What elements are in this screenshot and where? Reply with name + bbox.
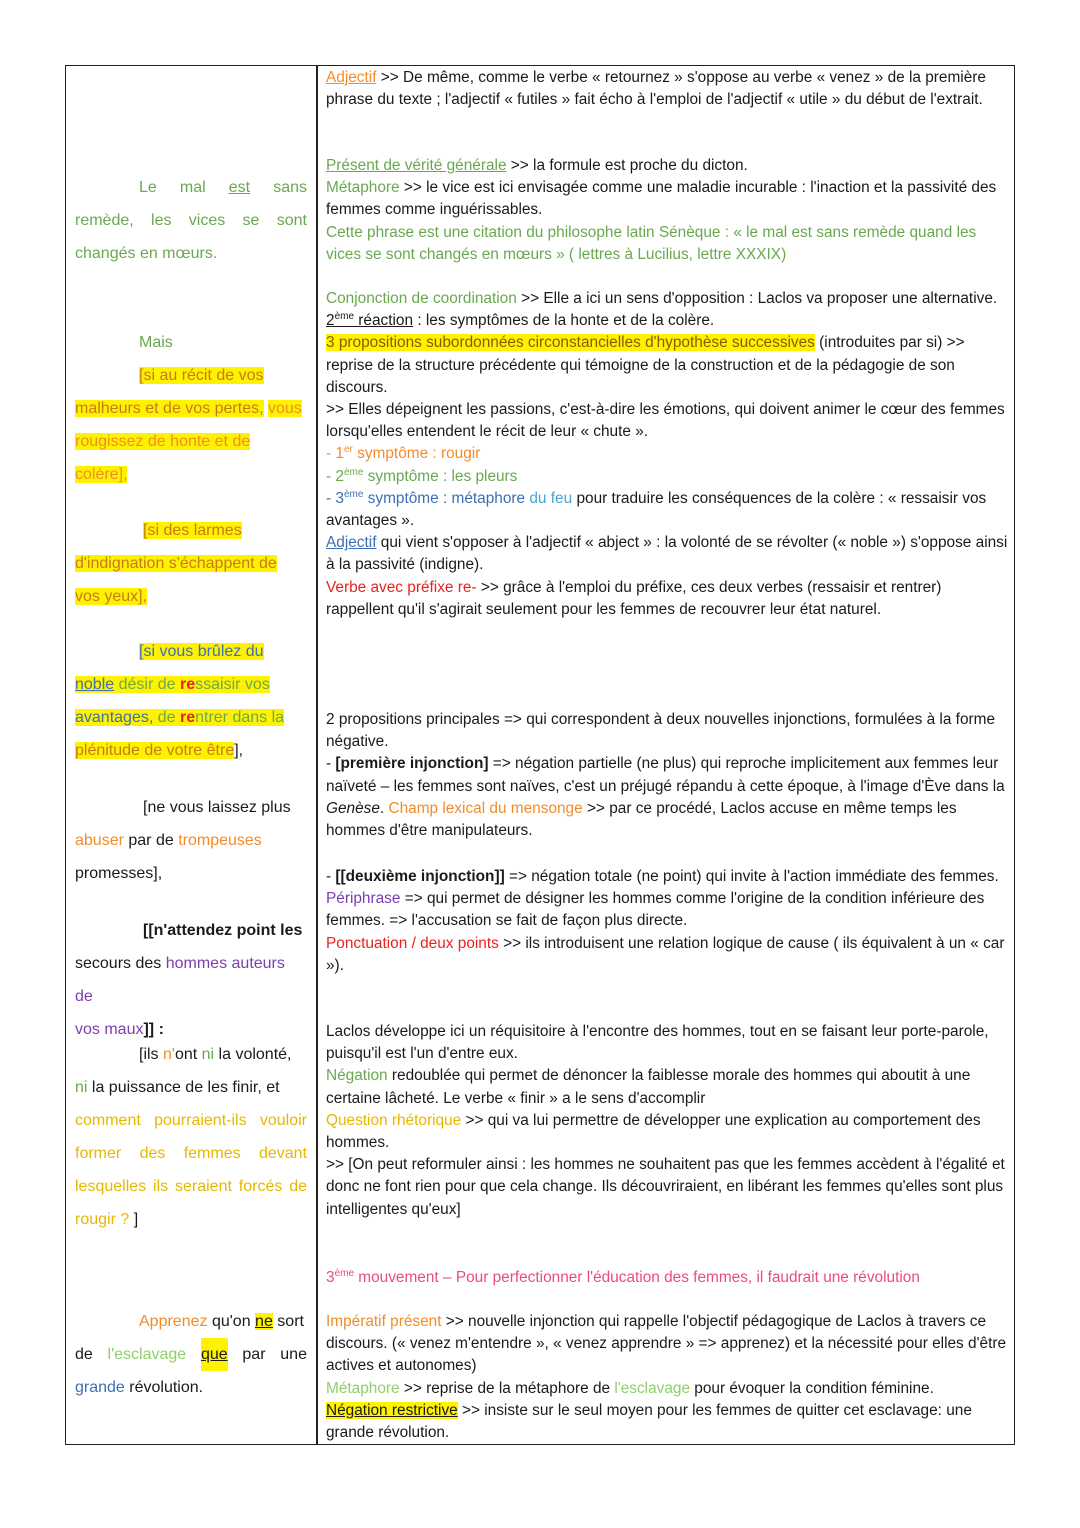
text-line: [75, 458, 307, 491]
highlight: vous: [268, 400, 302, 417]
text-line: [75, 668, 307, 701]
text-line: remède, les vices se sont changés en mœurs.: [75, 212, 307, 262]
highlight: [si vous brûlez du: [139, 643, 264, 660]
word: avantages,: [75, 709, 154, 726]
highlight: 3 propositions subordonnées circonstancielles d'hypothèse successives: [326, 334, 815, 352]
text-line: [75, 701, 307, 734]
term: Ponctuation / deux points: [326, 934, 499, 952]
text-line: [75, 734, 307, 767]
text-line: Apprenez qu'on ne sort: [139, 1313, 304, 1330]
word: ntrer dans la: [195, 709, 285, 726]
text-line: [75, 425, 307, 458]
term: 2 propositions principales: [326, 711, 500, 728]
highlight: colère],: [75, 466, 128, 483]
question-text: comment pourraient-ils vouloir former des femmes devant lesquelles ils seraient forcés de rougir ?: [75, 1112, 307, 1228]
word: abuser: [75, 832, 124, 849]
word: désir de: [118, 676, 176, 693]
text-block: comment pourraient-ils vouloir former des femmes devant lesquelles ils seraient forcés de rougir ? ]: [75, 1112, 307, 1228]
text-line: [75, 392, 307, 425]
text-line: [75, 359, 307, 392]
term: Verbe avec préfixe re-: [326, 578, 477, 596]
text-line: [ils n'ont ni la volonté,: [139, 1046, 292, 1063]
text-line: [75, 947, 307, 1013]
term: Métaphore: [326, 179, 400, 197]
term: Métaphore: [326, 1379, 400, 1397]
term: Question rhétorique: [326, 1111, 462, 1129]
section-heading: mouvement – Pour perfectionner l'éducation des femmes, il faudrait une révolution: [354, 1269, 920, 1286]
term: Adjectif: [326, 534, 377, 552]
text-line: promesses],: [75, 865, 163, 882]
highlight: d'indignation s'échappent de: [75, 555, 277, 572]
word: de: [157, 709, 176, 726]
right-heading-3: 3ème mouvement – Pour perfectionner l'éducation des femmes, il faudrait une révolution: [326, 1267, 920, 1286]
prefix: re: [179, 676, 196, 693]
text-line: [75, 514, 307, 547]
highlight: [si au récit de vos: [139, 367, 264, 384]
right-note-4: 2 propositions principales => qui correspondent à deux nouvelles injonctions, formulées à la forme négative. - [première injonction] => négation partielle (ne plus) qui reproche implicitement aux femmes leur naïveté – les femmes sont naïves, c'est un préjugé répandu à cette époque, à l'image d'Ève dans la Genèse. Champ lexical du mensonge >> par ce procédé, Laclos accuse en même temps les hommes d'être manipulateurs.: [326, 711, 1005, 840]
text-line: de l'esclavage que par une: [75, 1338, 307, 1371]
right-note-6: Laclos développe ici un réquisitoire à l'encontre des hommes, tout en se faisant leur porte-parole, puisqu'il est l'un d'entre eux. Négation redoublée qui permet de dénoncer la faiblesse morale des hommes qui aboutit à une certaine lâcheté. Le verbe « finir » a le sens d'accomplir Question rhétorique >> qui va lui permettre de développer une explication au comportement des hommes. >> [On peut reformuler ainsi : les hommes ne souhaitent pas que les femmes accèdent à l'égalité et donc ne font rien pour que cela change. Ils découvriraient, en libérant les femmes qu'elles sont plus intelligentes qu'eux]: [326, 1023, 1005, 1218]
left-block-4: [75, 635, 307, 767]
term: Présent de vérité générale: [326, 157, 507, 174]
term: Adjectif: [326, 69, 377, 86]
word: noble: [75, 676, 115, 693]
highlight: vos yeux],: [75, 588, 148, 605]
word: mal: [179, 179, 206, 196]
left-block-2: [75, 326, 307, 491]
right-note-2: Présent de vérité générale >> la formule est proche du dicton. Métaphore >> le vice est ici envisagée comme une maladie incurable : l'inaction et la passivité des femmes comme inguérissables. Cette phrase est une citation du philosophe latin Sénèque : « le mal est sans remède quand les vices se sont changés en mœurs » ( lettres à Lucilius, lettre XXXIX): [326, 155, 1008, 266]
left-block-8: [75, 1305, 307, 1404]
left-block-3: [75, 514, 307, 613]
text-line: [75, 824, 307, 857]
word: Le: [139, 179, 157, 196]
term: Impératif présent: [326, 1313, 442, 1330]
word: est: [228, 179, 251, 196]
word: trompeuses: [178, 832, 262, 849]
left-block-7: [75, 1038, 307, 1236]
term: Périphrase: [326, 890, 401, 908]
word: vos maux: [75, 1021, 144, 1038]
text-line: [75, 547, 307, 580]
text-line: [75, 580, 307, 613]
word: par de: [123, 832, 179, 849]
right-note-3: Conjonction de coordination >> Elle a ici un sens d'opposition : Laclos va proposer une alternative. 2ème réaction : les symptômes de la honte et de la colère. 3 propositions subordonnées circonstancielles d'hypothèse successives (introduites par si) >> reprise de la structure précédente qui témoigne de la construction et de la pédagogie de son discours. >> Elles dépeignent les passions, c'est-à-dire les émotions, qui doivent animer le cœur des femmes lorsqu'elles entendent le récit de leur « chute ». - 1er symptôme : rougir - 2ème symptôme : les pleurs - 3ème symptôme : métaphore du feu pour traduire les conséquences de la colère : « ressaisir vos avantages ». Adjectif qui vient s'opposer à l'adjectif « abject » : la volonté de se révolter (« noble ») s'oppose ainsi à la passivité (indigne). Verbe avec préfixe re- >> grâce à l'emploi du préfixe, ces deux verbes (ressaisir et rentrer) rappellent qu'il s'agirait seulement pour les femmes de recouvrer leur état naturel.: [326, 290, 1008, 618]
word: hommes auteurs de: [75, 955, 285, 1005]
term: Négation: [326, 1067, 388, 1085]
text-line: [ne vous laissez plus: [143, 799, 291, 816]
highlight: [si des larmes: [143, 522, 242, 539]
text-line: [75, 635, 307, 668]
left-block-5: [75, 791, 307, 890]
highlight: plénitude de votre être: [75, 742, 235, 759]
word: ]] :: [143, 1021, 164, 1038]
right-note-7: Impératif présent >> nouvelle injonction qui rappelle l'objectif pédagogique de Laclos à travers ce discours. (« venez m'entendre », « venez apprendre » => apprenez) et la nécessité pour elles d'être actives et autonomes) Métaphore >> reprise de la métaphore de l'esclavage pour évoquer la condition féminine. Négation restrictive >> insiste sur le seul moyen pour les femmes de quitter cet esclavage: une grande révolution.: [326, 1313, 1007, 1442]
highlight: Négation restrictive: [326, 1401, 458, 1419]
word: ssaisir vos: [195, 676, 270, 693]
word: ],: [234, 742, 244, 759]
citation: Cette phrase est une citation du philosophe latin Sénèque : « le mal est sans remède quand les vices se sont changés en mœurs » ( lettres à Lucilius, lettre XXXIX): [326, 223, 977, 263]
column-divider: [316, 65, 318, 1445]
text-line: [[n'attendez point les: [143, 922, 303, 939]
text-line: Mais: [139, 334, 173, 351]
text-line: grande révolution.: [75, 1379, 204, 1396]
term: Conjonction de coordination: [326, 290, 517, 307]
left-block-1: [75, 171, 307, 270]
right-note-1: Adjectif >> De même, comme le verbe « retournez » s'oppose au verbe « venez » de la première phrase du texte ; l'adjectif « futiles » fait écho à l'emploi de l'adjectif « utile » du début de l'extrait.: [326, 69, 986, 109]
text-line: ni la puissance de les finir, et: [75, 1079, 280, 1096]
word: sans: [273, 179, 307, 196]
prefix: re: [179, 709, 196, 726]
highlight: rougissez de honte et de: [75, 433, 251, 450]
highlight: malheurs et de vos pertes,: [75, 400, 264, 417]
word: secours des: [75, 955, 166, 972]
left-block-6: [75, 914, 307, 1046]
right-note-5: - [[deuxième injonction]] => négation totale (ne point) qui invite à l'action immédiate des femmes. Périphrase => qui permet de désigner les hommes comme l'origine de la condition inférieure des femmes. => l'accusation se fait de façon plus directe. Ponctuation / deux points >> ils introduisent une relation logique de cause ( ils équivalent à un « car »).: [326, 868, 1005, 974]
